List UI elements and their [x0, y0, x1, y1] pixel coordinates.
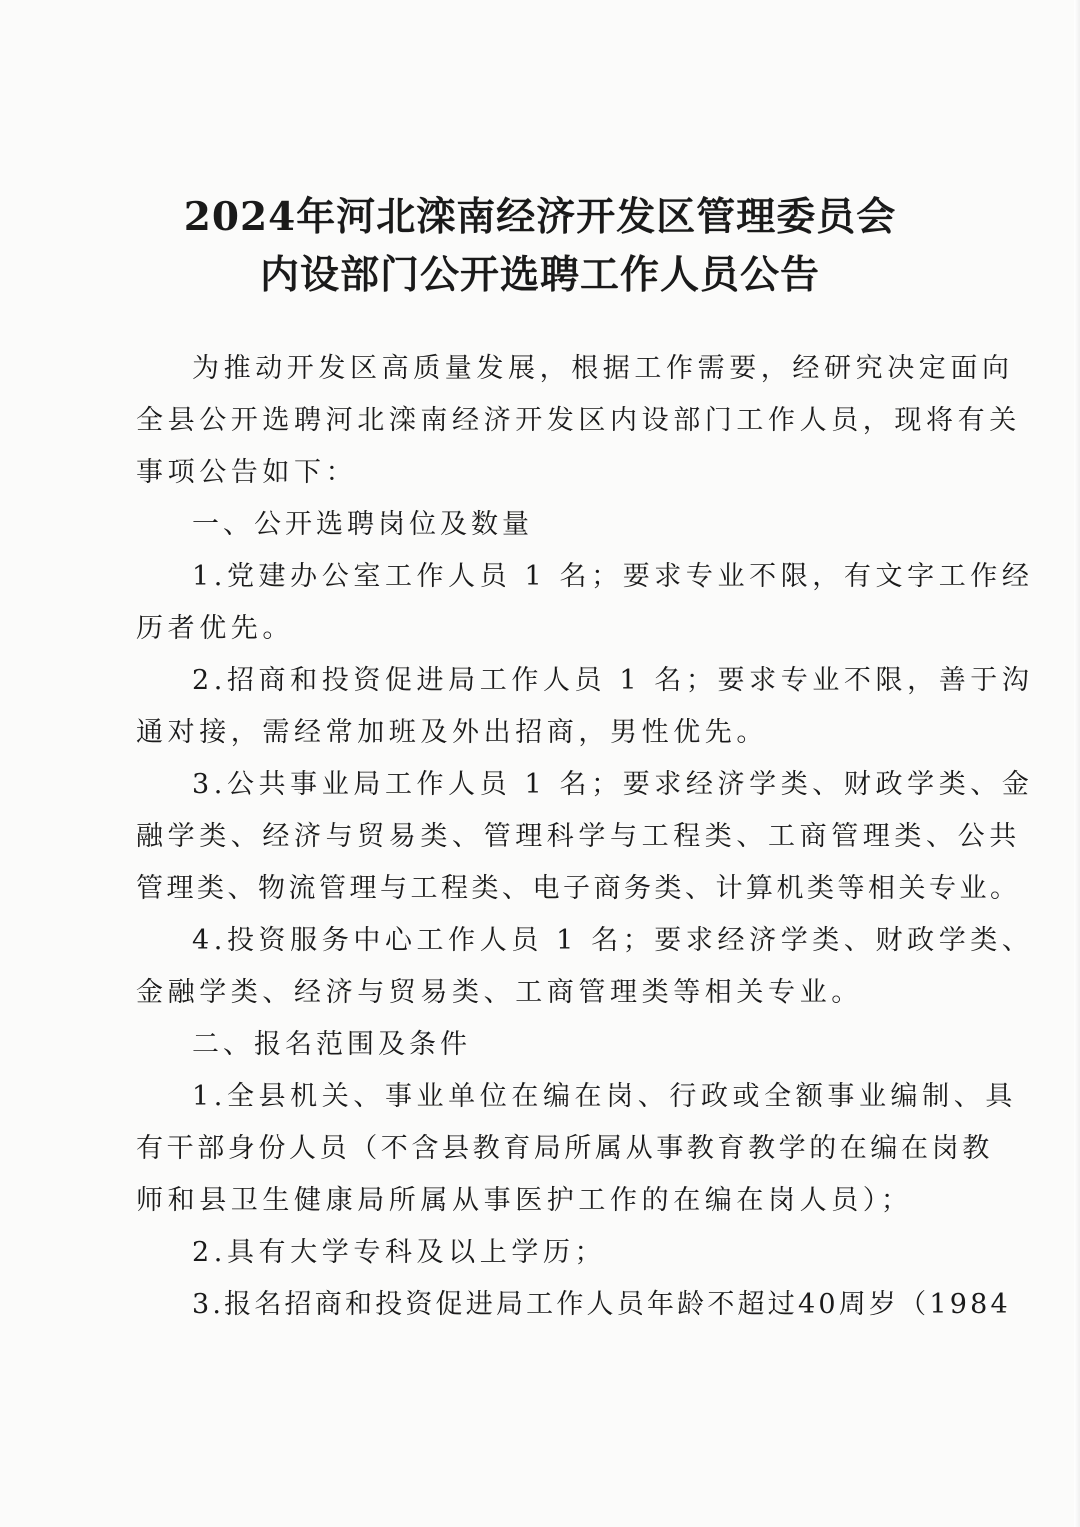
section-heading-2: 二、报名范围及条件	[192, 1029, 471, 1060]
item-4-line-1: 4.投资服务中心工作人员 1 名；要求经济学类、财政学类、	[192, 925, 1034, 956]
intro-line-3: 事项公告如下：	[136, 457, 358, 488]
condition-1-line-1: 1.全县机关、事业单位在编在岗、行政或全额事业编制、具	[192, 1081, 1017, 1112]
section-heading-1: 一、公开选聘岗位及数量	[192, 509, 533, 540]
item-3-line-3: 管理类、物流管理与工程类、电子商务类、计算机类等相关专业。	[136, 873, 1021, 904]
item-2-line-1: 2.招商和投资促进局工作人员 1 名；要求专业不限，善于沟	[192, 665, 1034, 696]
condition-1-line-2: 有干部身份人员（不含县教育局所属从事教育教学的在编在岗教	[136, 1133, 993, 1164]
condition-2-line-1: 2.具有大学专科及以上学历；	[192, 1237, 607, 1268]
item-1-line-2: 历者优先。	[136, 613, 294, 644]
document-title-line-2: 内设部门公开选聘工作人员公告	[259, 252, 820, 298]
item-4-line-2: 金融学类、经济与贸易类、工商管理类等相关专业。	[136, 977, 863, 1008]
document-title-line-1: 2024年河北滦南经济开发区管理委员会	[183, 194, 897, 240]
condition-1-line-3: 师和县卫生健康局所属从事医护工作的在编在岗人员）；	[136, 1185, 913, 1216]
intro-line-1: 为推动开发区高质量发展，根据工作需要，经研究决定面向	[192, 353, 1014, 384]
item-3-line-2: 融学类、经济与贸易类、管理科学与工程类、工商管理类、公共	[136, 821, 1021, 852]
item-2-line-2: 通对接，需经常加班及外出招商，男性优先。	[136, 717, 768, 748]
condition-3-line-1: 3.报名招商和投资促进局工作人员年龄不超过40周岁（1984	[192, 1289, 1011, 1320]
item-1-line-1: 1.党建办公室工作人员 1 名；要求专业不限，有文字工作经	[192, 561, 1034, 592]
intro-line-2: 全县公开选聘河北滦南经济开发区内设部门工作人员，现将有关	[136, 405, 1021, 436]
item-3-line-1: 3.公共事业局工作人员 1 名；要求经济学类、财政学类、金	[192, 769, 1034, 800]
